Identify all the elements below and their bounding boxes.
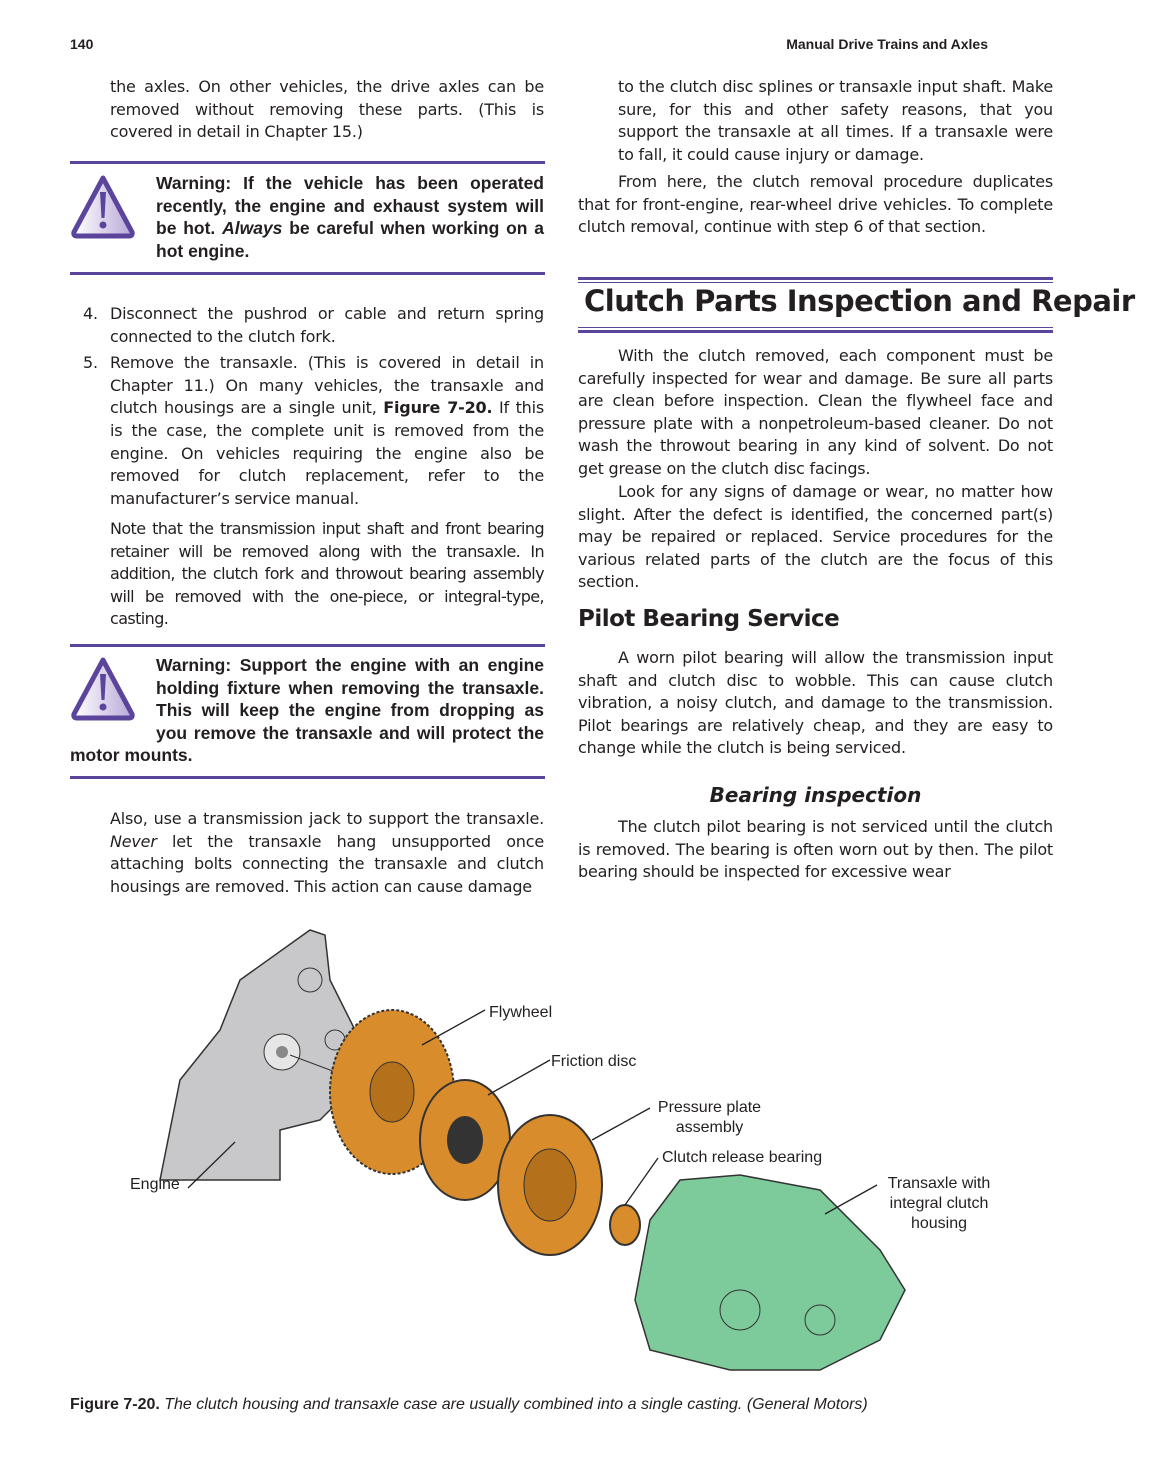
- divider: [578, 330, 1053, 333]
- warning-box: Warning: Support the engine with an engine holding fixture when removing the transaxle. This will keep the engine from dropping as you remove the transaxle and will protect the motor mounts.: [70, 655, 544, 766]
- paragraph: The clutch pilot bearing is not serviced until the clutch is removed. The bearing is often worn out by then. The pilot bearing should be inspected for excessive wear: [578, 817, 1053, 882]
- page-number: 140: [70, 36, 94, 52]
- divider: [578, 277, 1053, 280]
- paragraph: A worn pilot bearing will allow the transmission input shaft and clutch disc to wobble. This can cause clutch vibration, a noisy clutch, and damage to the transmission. Pilot bearings are relatively cheap, and they are easy to change while the clutch is being serviced.: [578, 648, 1053, 758]
- label-flywheel: Flywheel: [489, 1004, 553, 1021]
- note-paragraph: Note that the transmission input shaft and front bearing retainer will be removed along with the transaxle. In addition, the clutch fork and throwout bearing assembly will be removed with the one-piece, or integral-type, casting.: [110, 519, 544, 629]
- pressure-plate: [498, 1115, 602, 1255]
- paragraph: From here, the clutch removal procedure duplicates that for front-engine, rear-wheel drive vehicles. To complete clutch removal, continue with step 6 of that section.: [578, 172, 1053, 237]
- divider: [578, 327, 1053, 328]
- section-title: Clutch Parts Inspection and Repair: [584, 284, 1135, 318]
- paragraph: Also, use a transmission jack to support the transaxle. Never let the transaxle hang unsupported once attaching bolts connecting the transaxle and clutch housings are removed. This action can cause damage: [110, 809, 544, 896]
- subsection-title: Pilot Bearing Service: [578, 606, 840, 632]
- divider: [70, 776, 545, 779]
- label-engine: Engine: [130, 1176, 180, 1193]
- clutch-exploded-illustration: [120, 920, 1020, 1380]
- warning-icon: [70, 174, 136, 240]
- paragraph: With the clutch removed, each component must be carefully inspected for wear and damage. Be sure all parts are clean before inspection. Clean the flywheel face and pressure plate with a nonpetroleum-based cleaner. Do not wash the throwout bearing in any kind of solvent. Do not get grease on the clutch disc facings.: [578, 346, 1053, 478]
- step-list: [70, 303, 544, 510]
- subsubsection-title: Bearing inspection: [709, 783, 922, 807]
- friction-disc: [420, 1080, 510, 1200]
- release-bearing: [610, 1205, 640, 1245]
- label-pressure-plate: Pressure plate assembly: [657, 1099, 762, 1136]
- divider: [70, 161, 545, 164]
- warning-icon: [70, 656, 136, 722]
- list-item: 5. Remove the transaxle. (This is covered in detail in Chapter 11.) On many vehicles, the transaxle and clutch housings are a single unit, Figure 7-20. If this is the case, the complete unit is removed from the engine. On vehicles requiring the engine also be removed for clutch replacement, refer to the manufacturer’s service manual.: [83, 353, 544, 508]
- figure-reference: Figure 7-20.: [383, 398, 493, 418]
- warning-box: Warning: If the vehicle has been operated recently, the engine and exhaust system will be hot. Always be careful when working on a hot engine.: [70, 172, 544, 262]
- divider: [70, 644, 545, 647]
- figure-caption: Figure 7-20. The clutch housing and transaxle case are usually combined into a single casting. (General Motors): [70, 1396, 868, 1413]
- list-item: 4. Disconnect the pushrod or cable and return spring connected to the clutch fork.: [83, 304, 544, 346]
- label-friction-disc: Friction disc: [551, 1053, 637, 1070]
- running-title: Manual Drive Trains and Axles: [786, 36, 988, 52]
- transaxle: [635, 1175, 905, 1370]
- label-transaxle: Transaxle with integral clutch housing: [887, 1175, 991, 1232]
- engine-block: [160, 930, 360, 1180]
- label-release-bearing: Clutch release bearing: [662, 1149, 823, 1166]
- paragraph: Look for any signs of damage or wear, no matter how slight. After the defect is identified, the concerned part(s) may be repaired or replaced. Service procedures for the various related parts of the clutch are the focus of this section.: [578, 482, 1053, 592]
- divider: [70, 272, 545, 275]
- paragraph: the axles. On other vehicles, the drive axles can be removed without removing these parts. (This is covered in detail in Chapter 15.): [110, 77, 544, 142]
- paragraph: to the clutch disc splines or transaxle input shaft. Make sure, for this and other safety reasons, that you support the transaxle at all times. If a transaxle were to fall, it could cause injury or damage.: [618, 77, 1053, 164]
- divider: [578, 282, 1053, 283]
